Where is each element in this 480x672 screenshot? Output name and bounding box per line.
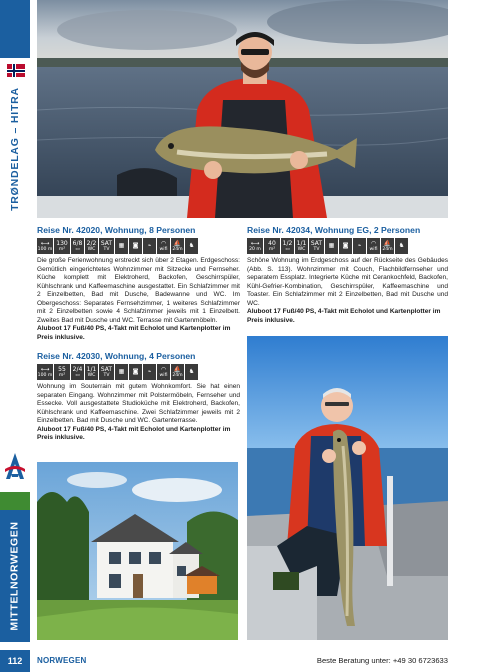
icon-bottom-label: wifi — [159, 372, 168, 378]
icon-top-label: ⟷ — [40, 365, 50, 373]
icon-bottom-label: TV — [103, 372, 110, 378]
icon-top-label: 2/2 — [86, 239, 97, 247]
living-area-icon — [54, 238, 70, 254]
listing-description — [37, 257, 240, 342]
listing-42034 — [247, 224, 448, 325]
icon-bottom-label: WC — [297, 246, 306, 252]
beds-icon — [281, 238, 294, 254]
region-top-text: TRØNDELAG – HITRA — [9, 87, 22, 211]
icon-top-label: SAT — [310, 239, 323, 247]
icon-top-label: ⌁ — [147, 242, 152, 249]
footer-country: NORWEGEN — [37, 656, 87, 665]
wifi-icon — [157, 364, 170, 380]
boat-icon — [171, 238, 184, 254]
listing-description — [247, 257, 448, 325]
sidebar-top-bar — [0, 0, 30, 58]
angler-with-fish-photo — [37, 0, 448, 218]
boat-info: Aluboot 17 Fuß/40 PS, 4-Takt mit Echolot und Kartenplotter im Preis inklusive. — [247, 308, 441, 324]
washing-machine-icon — [129, 364, 142, 380]
living-area-icon — [54, 364, 70, 380]
description-text: Schöne Wohnung im Erdgeschoss auf der Rückseite des Gebäudes (Abb. S. 113). Wohnzimmer mit Couch, Flachbildfernseher und separatem Essplatz. Integrierte Küche mit Cerankochfeld, Backofen, Kühl-Gefrier-Kombination, Geschirrspüler, Kaffeemaschine und Toaster. Ein Schlafzimmer mit 2 Einzelbetten, Bad mit Dusche und WC. — [247, 257, 448, 307]
icon-bottom-label: 24m — [172, 372, 183, 378]
dishwasher-icon — [115, 364, 128, 380]
icon-top-label: ♞ — [398, 242, 405, 249]
boat-icon — [171, 364, 184, 380]
satellite-tv-icon — [99, 238, 114, 254]
icon-top-label: ⛵ — [383, 239, 392, 247]
icon-top-label: ♞ — [188, 368, 195, 375]
satellite-tv-icon — [99, 364, 114, 380]
icon-top-label: ⟷ — [40, 239, 50, 247]
icon-top-label: ♞ — [188, 242, 195, 249]
icon-bottom-label: ▭ — [285, 246, 290, 252]
fish-processing-icon — [143, 238, 156, 254]
fish-processing-icon — [353, 238, 366, 254]
icon-top-label: ◠ — [160, 365, 167, 373]
wifi-icon — [157, 238, 170, 254]
boat-icon — [381, 238, 394, 254]
listing-42020 — [37, 224, 240, 342]
icon-top-label: ▦ — [118, 242, 125, 249]
icon-bottom-label: wifi — [159, 246, 168, 252]
icon-bottom-label: 100 m — [37, 246, 53, 252]
icon-bottom-label: TV — [313, 246, 320, 252]
icon-top-label: ◙ — [132, 242, 139, 249]
icon-top-label: 130 — [56, 239, 68, 247]
white-house-photo — [37, 462, 238, 640]
icon-top-label: ⛵ — [173, 239, 182, 247]
region-label-lower — [0, 510, 30, 642]
amenity-icons-row — [37, 238, 240, 254]
fish-processing-icon — [143, 364, 156, 380]
boat-info: Aluboot 17 Fuß/40 PS, 4-Takt mit Echolot und Kartenplotter im Preis inklusive. — [37, 325, 231, 341]
icon-top-label: ◠ — [160, 239, 167, 247]
icon-top-label: 1/2 — [282, 239, 293, 247]
icon-top-label: ◙ — [132, 368, 139, 375]
icon-bottom-label: WC — [87, 372, 96, 378]
icon-top-label: SAT — [100, 365, 113, 373]
icon-bottom-label: ▭ — [75, 372, 80, 378]
washing-machine-icon — [339, 238, 352, 254]
icon-bottom-label: TV — [103, 246, 110, 252]
icon-bottom-label: 24m — [382, 246, 393, 252]
icon-top-label: ⌁ — [357, 242, 362, 249]
icon-bottom-label: 24m — [172, 246, 183, 252]
dishwasher-icon — [325, 238, 338, 254]
icon-bottom-label: 20 m — [249, 246, 261, 252]
icon-bottom-label: 100 m — [37, 372, 53, 378]
norway-flag-icon — [7, 64, 25, 77]
bathrooms-icon — [295, 238, 308, 254]
icon-top-label: ⟷ — [250, 239, 260, 247]
icon-top-label: 6/8 — [72, 239, 83, 247]
region-sidebar — [0, 0, 30, 672]
washing-machine-icon — [129, 238, 142, 254]
distance-to-sea-icon — [37, 238, 53, 254]
icon-top-label: ⌁ — [147, 368, 152, 375]
icon-top-label: 1/1 — [296, 239, 307, 247]
listing-42030 — [37, 350, 240, 443]
page-number: 112 — [0, 650, 30, 672]
distance-to-sea-icon — [247, 238, 263, 254]
living-area-icon — [264, 238, 280, 254]
wifi-icon — [367, 238, 380, 254]
satellite-tv-icon — [309, 238, 324, 254]
icon-bottom-label: ▭ — [75, 246, 80, 252]
beds-icon — [71, 238, 84, 254]
listing-title: Reise Nr. 42034, Wohnung EG, 2 Personen — [247, 225, 421, 235]
description-text: Wohnung im Souterrain mit gutem Wohnkomfort. Sie hat einen separaten Eingang. Wohnzimmer mit Polstermöbeln, Fernseher und Essecke. Voll ausgestattete Studioküche mit Elektroherd, Backofen, Kühlschrank und Kaffeemaschine. Zwei Schlafzimmer jeweils mit 2 Einzelbetten. Bad mit Dusche und WC. Gartenterrasse. — [37, 383, 240, 425]
icon-bottom-label: m² — [58, 372, 66, 378]
icon-bottom-label: m² — [58, 246, 66, 252]
listing-title: Reise Nr. 42020, Wohnung, 8 Personen — [37, 225, 196, 235]
icon-top-label: ▦ — [118, 368, 125, 375]
sidebar-green-accent — [0, 492, 30, 510]
listing-description — [37, 383, 240, 443]
icon-bottom-label: WC — [87, 246, 96, 252]
region-bottom-text: MITTELNORWEGEN — [9, 521, 21, 631]
amenity-icons-row — [37, 364, 240, 380]
boat-info: Aluboot 17 Fuß/40 PS, 4-Takt mit Echolot und Kartenplotter im Preis inklusive. — [37, 425, 231, 442]
icon-top-label: ◙ — [342, 242, 349, 249]
company-logo-icon — [3, 452, 27, 482]
angler-with-large-fish-photo — [247, 336, 448, 640]
icon-top-label: 55 — [58, 365, 66, 373]
region-label-upper — [0, 84, 30, 214]
amenity-icons-row — [247, 238, 448, 254]
icon-top-label: 40 — [268, 239, 276, 247]
icon-top-label: ◠ — [370, 239, 377, 247]
icon-bottom-label: wifi — [369, 246, 378, 252]
listing-title: Reise Nr. 42030, Wohnung, 4 Personen — [37, 351, 196, 361]
icon-top-label: SAT — [100, 239, 113, 247]
pets-icon — [185, 238, 198, 254]
description-text: Die große Ferienwohnung erstreckt sich über 2 Etagen. Erdgeschoss: Gemütlich eingerichtetes Wohnzimmer mit Sitzecke und Fernseher. Küche komplett mit Elektroherd, Backofen, Geschirrspüler, Kühlschrank und Kaffeemaschine ausgestattet. Ein Schlafzimmer mit 2 Einzelbetten, Bad mit Dusche, Badewanne und WC. Im Obergeschoss: Separates Fernsehzimmer, 1 weiteres Schlafzimmer mit 2 Einzelbetten sowie 4 Schlafzimmer jeweils mit 1 Einzelbett. Zweites Bad mit Dusche und WC. Terrasse mit Gartenmöbeln. — [37, 257, 240, 324]
pets-icon — [395, 238, 408, 254]
icon-bottom-label: m² — [268, 246, 276, 252]
bathrooms-icon — [85, 238, 98, 254]
pets-icon — [185, 364, 198, 380]
bathrooms-icon — [85, 364, 98, 380]
footer-contact: Beste Beratung unter: +49 30 6723633 — [316, 656, 448, 665]
beds-icon — [71, 364, 84, 380]
distance-to-sea-icon — [37, 364, 53, 380]
icon-top-label: ▦ — [328, 242, 335, 249]
icon-top-label: 2/4 — [72, 365, 83, 373]
dishwasher-icon — [115, 238, 128, 254]
icon-top-label: ⛵ — [173, 365, 182, 373]
icon-top-label: 1/1 — [86, 365, 97, 373]
